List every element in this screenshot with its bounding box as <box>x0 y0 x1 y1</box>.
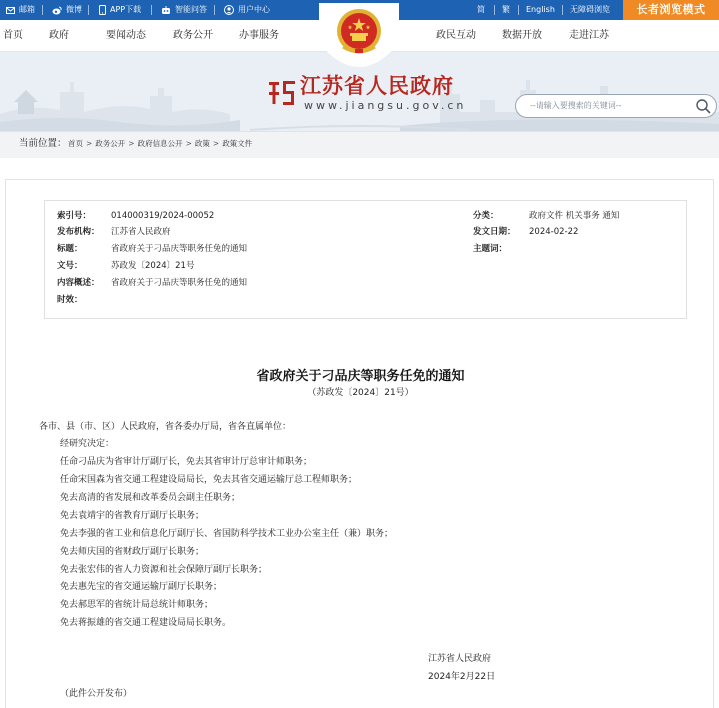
appointment-item: 免去蒋振雄的省交通工程建设局局长职务。 <box>60 618 232 628</box>
meta-subject-label: 主题词： <box>473 244 508 254</box>
meta-title-label: 标题： <box>57 244 83 254</box>
smart-qa-label: 智能问答 <box>175 5 207 14</box>
nav-government[interactable]: 政府 <box>49 30 69 41</box>
meta-validity-label: 时效： <box>57 295 83 305</box>
document-date: 2024年2月22日 <box>428 672 496 682</box>
breadcrumb-separator: > <box>185 139 192 148</box>
breadcrumb-info-disclosure[interactable]: 政府信息公开 <box>137 139 183 148</box>
appointment-item: 免去高清的省发展和改革委员会副主任职务； <box>60 493 241 503</box>
jiangsu-logo-icon <box>267 78 297 108</box>
meta-docno-value: 苏政发〔2024〕21号 <box>111 261 195 271</box>
mail-link[interactable] <box>6 0 35 20</box>
meta-index-label: 索引号： <box>57 211 92 221</box>
meta-category-value: 政府文件 机关事务 通知 <box>529 211 620 221</box>
lang-simplified-label: 简 <box>477 5 485 14</box>
app-download-link[interactable] <box>99 0 141 20</box>
user-center-link[interactable] <box>224 0 270 20</box>
document-footnote: （此件公开发布） <box>60 689 133 699</box>
accessibility-link[interactable] <box>570 0 610 20</box>
meta-docno-label: 文号： <box>57 261 83 271</box>
weibo-link[interactable] <box>52 0 82 20</box>
phone-icon <box>99 5 106 15</box>
appointment-item: 免去袁靖宇的省教育厅副厅长职务； <box>60 511 205 521</box>
site-url: www.jiangsu.gov.cn <box>304 99 467 112</box>
document-number: （苏政发〔2024〕21号） <box>307 388 414 398</box>
elder-mode-button[interactable]: 长者浏览模式 <box>623 0 719 20</box>
meta-summary-value: 省政府关于刁品庆等职务任免的通知 <box>111 278 248 288</box>
meta-issuer-value: 江苏省人民政府 <box>111 227 171 237</box>
lang-simplified[interactable] <box>477 0 485 20</box>
appointment-item: 任命刁品庆为省审计厅副厅长，免去其省审计厅总审计师职务； <box>60 457 313 467</box>
meta-issuer-label: 发布机构： <box>57 227 100 237</box>
document-intro: 经研究决定： <box>60 439 115 449</box>
breadcrumb-separator: > <box>86 139 93 148</box>
nav-open-data[interactable]: 数据开放 <box>502 30 542 41</box>
app-download-label: APP下载 <box>110 5 142 14</box>
document-salutation: 各市、县（市、区）人民政府，省各委办厅局，省各直属单位： <box>39 422 292 432</box>
appointment-item: 任命宋国森为省交通工程建设局局长，免去其省交通运输厅总工程师职务； <box>60 475 358 485</box>
nav-interaction[interactable]: 政民互动 <box>436 30 476 41</box>
search-icon[interactable] <box>695 98 711 114</box>
breadcrumb-policy[interactable]: 政策 <box>194 139 210 148</box>
appointment-item: 免去惠先宝的省交通运输厅副厅长职务； <box>60 582 223 592</box>
meta-title-value: 省政府关于刁品庆等职务任免的通知 <box>111 244 248 254</box>
site-title: 江苏省人民政府 <box>300 74 454 98</box>
appointment-item: 免去张宏伟的省人力资源和社会保障厅副厅长职务； <box>60 565 268 575</box>
document-signature: 江苏省人民政府 <box>428 654 492 664</box>
breadcrumb-separator: > <box>128 139 135 148</box>
national-emblem-icon <box>319 3 399 67</box>
nav-open-affairs[interactable]: 政务公开 <box>173 30 213 41</box>
breadcrumb-separator: > <box>212 139 220 148</box>
breadcrumb-home[interactable]: 首页 <box>68 139 83 148</box>
lang-traditional[interactable] <box>502 0 510 20</box>
meta-category-label: 分类： <box>473 211 499 221</box>
nav-news[interactable]: 要闻动态 <box>106 30 146 41</box>
mail-icon <box>6 7 15 14</box>
lang-english-label: English <box>526 5 555 14</box>
breadcrumb-open-affairs[interactable]: 政务公开 <box>95 139 126 148</box>
lang-traditional-label: 繁 <box>502 5 510 14</box>
meta-date-label: 发文日期： <box>473 227 516 237</box>
breadcrumb-policy-docs[interactable]: 政策文件 <box>222 139 253 148</box>
accessibility-label: 无障碍浏览 <box>570 5 610 14</box>
meta-index-value: 014000319/2024-00052 <box>111 211 215 221</box>
mail-label: 邮箱 <box>19 5 35 14</box>
nav-about-jiangsu[interactable]: 走进江苏 <box>569 30 609 41</box>
document-title: 省政府关于刁品庆等职务任免的通知 <box>256 369 465 384</box>
weibo-icon <box>52 6 62 15</box>
user-center-label: 用户中心 <box>238 5 270 14</box>
appointment-item: 免去师庆国的省财政厅副厅长职务； <box>60 547 205 557</box>
breadcrumb <box>0 132 719 158</box>
search-input[interactable]: --请输入要搜索的关键词-- <box>530 101 622 110</box>
search-box[interactable] <box>515 94 717 118</box>
breadcrumb-label: 当前位置： <box>19 138 67 149</box>
meta-summary-label: 内容概述： <box>57 278 100 288</box>
robot-icon <box>161 6 171 15</box>
smart-qa-link[interactable] <box>161 0 207 20</box>
nav-services[interactable]: 办事服务 <box>239 30 279 41</box>
appointment-item: 免去李强的省工业和信息化厅副厅长、省国防科学技术工业办公室主任（兼）职务； <box>60 529 394 539</box>
appointment-item: 免去郝思军的省统计局总统计师职务； <box>60 600 214 610</box>
lang-english[interactable] <box>526 0 555 20</box>
weibo-label: 微博 <box>66 5 82 14</box>
meta-date-value: 2024-02-22 <box>529 227 579 237</box>
content-panel <box>5 179 714 708</box>
user-icon <box>224 5 234 15</box>
document-meta-table <box>44 200 687 319</box>
nav-home[interactable]: 首页 <box>3 30 23 41</box>
